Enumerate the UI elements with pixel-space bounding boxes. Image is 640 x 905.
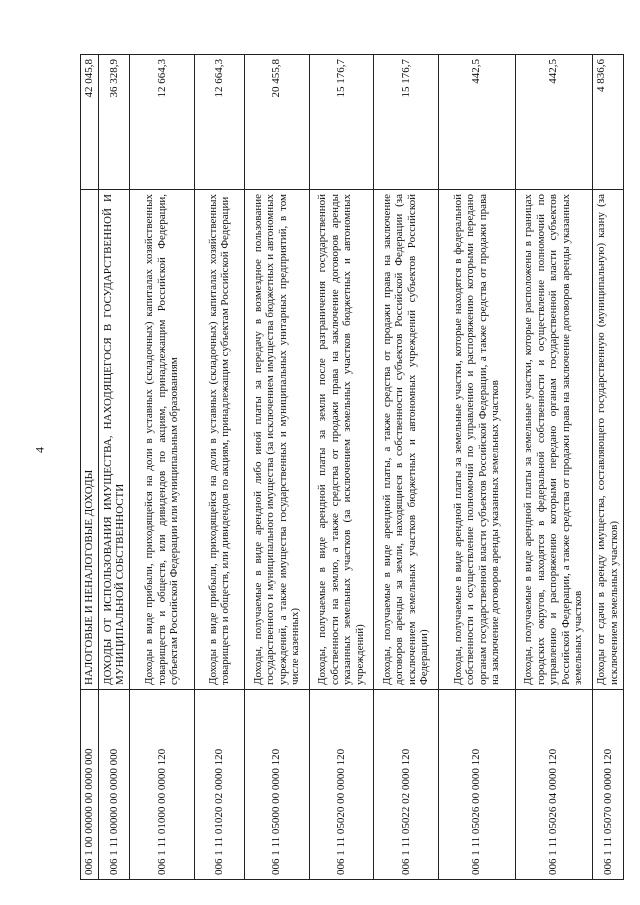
page-number: 4 — [32, 447, 47, 453]
amount: 36 328,9 — [99, 55, 130, 190]
amount: 12 664,3 — [130, 55, 195, 190]
budget-code: 006 1 11 05020 00 0000 120 — [309, 690, 374, 880]
budget-code: 006 1 00 00000 00 0000 000 — [81, 690, 99, 880]
amount: 442,5 — [515, 55, 592, 190]
revenue-table-body — [81, 55, 624, 880]
revenue-description: Доходы, получаемые в виде арендной платы за земли после разграничения государственной собственности на землю, а также средства от продажи права на заключение договоров аренды указанных земельных участков (за исключением земельных участков бюджетных и автономных учреждений) — [309, 190, 374, 690]
revenue-description: Доходы от сдачи в аренду имущества, составляющего государственную (муниципальную) казну (за исключением земельных участков) — [592, 190, 623, 690]
revenue-description: ДОХОДЫ ОТ ИСПОЛЬЗОВАНИЯ ИМУЩЕСТВА, НАХОДЯЩЕГОСЯ В ГОСУДАРСТВЕННОЙ И МУНИЦИПАЛЬНОЙ СОБСТВЕННОСТИ — [99, 190, 130, 690]
amount: 15 176,7 — [374, 55, 439, 190]
revenue-description: Доходы в виде прибыли, приходящейся на доли в уставных (складочных) капиталах хозяйственных товариществ и обществ, или дивидендов по акциям, принадлежащим субъектам Российской Федерации — [195, 190, 245, 690]
revenue-description: НАЛОГОВЫЕ И НЕНАЛОГОВЫЕ ДОХОДЫ — [81, 190, 99, 690]
revenue-description: Доходы, получаемые в виде арендной либо иной платы за передачу в возмездное пользование государственного и муниципального имущества (за исключением имущества бюджетных и автономных учреждений, а также имущества государственных и муниципальных унитарных предприятий, в том числе казенных) — [244, 190, 309, 690]
budget-code: 006 1 11 05070 00 0000 120 — [592, 690, 623, 880]
revenue-description: Доходы, получаемые в виде арендной платы за земельные участки, которые находятся в федеральной собственности и осуществление полномочий по управлению и распоряжению которыми передано органам государственной власти субъектов Российской Федерации, а также средства от продажи права на заключение договоров аренды указанных земельных участков — [438, 190, 515, 690]
amount: 4 836,6 — [592, 55, 623, 190]
budget-code: 006 1 11 01000 00 0000 120 — [130, 690, 195, 880]
table-row — [99, 55, 130, 880]
amount: 15 176,7 — [309, 55, 374, 190]
budget-code: 006 1 11 01020 02 0000 120 — [195, 690, 245, 880]
table-row — [515, 55, 592, 880]
table-row — [130, 55, 195, 880]
amount: 12 664,3 — [195, 55, 245, 190]
budget-code: 006 1 11 00000 00 0000 000 — [99, 690, 130, 880]
amount: 442,5 — [438, 55, 515, 190]
table-row — [309, 55, 374, 880]
table-row — [374, 55, 439, 880]
revenue-description: Доходы в виде прибыли, приходящейся на доли в уставных (складочных) капиталах хозяйственных товариществ и обществ, или дивидендов по акциям, принадлежащим Российской Федерации, субъектам Российской Федерации или муниципальным образованиям — [130, 190, 195, 690]
budget-code: 006 1 11 05026 04 0000 120 — [515, 690, 592, 880]
revenue-description: Доходы, получаемые в виде арендной платы, а также средства от продажи права на заключение договоров аренды за земли, находящиеся в собственности субъектов Российской Федерации (за исключением земельных участков бюджетных и автономных учреждений субъектов Российской Федерации) — [374, 190, 439, 690]
revenue-table-container — [80, 55, 624, 880]
amount: 20 455,8 — [244, 55, 309, 190]
budget-code: 006 1 11 05026 00 0000 120 — [438, 690, 515, 880]
revenue-table — [80, 54, 624, 880]
table-row — [195, 55, 245, 880]
amount: 42 045,8 — [81, 55, 99, 190]
table-row — [438, 55, 515, 880]
budget-code: 006 1 11 05000 00 0000 120 — [244, 690, 309, 880]
budget-code: 006 1 11 05022 02 0000 120 — [374, 690, 439, 880]
revenue-description: Доходы, получаемые в виде арендной платы за земельные участки, которые расположены в границах городских округов, находятся в федеральной собственности и осуществление полномочий по управлению и распоряжению которыми передано органам государственной власти субъектов Российской Федерации, а также средства от продажи права на заключение договоров аренды указанных земельных участков — [515, 190, 592, 690]
table-row — [244, 55, 309, 880]
table-row — [592, 55, 623, 880]
table-row — [81, 55, 99, 880]
